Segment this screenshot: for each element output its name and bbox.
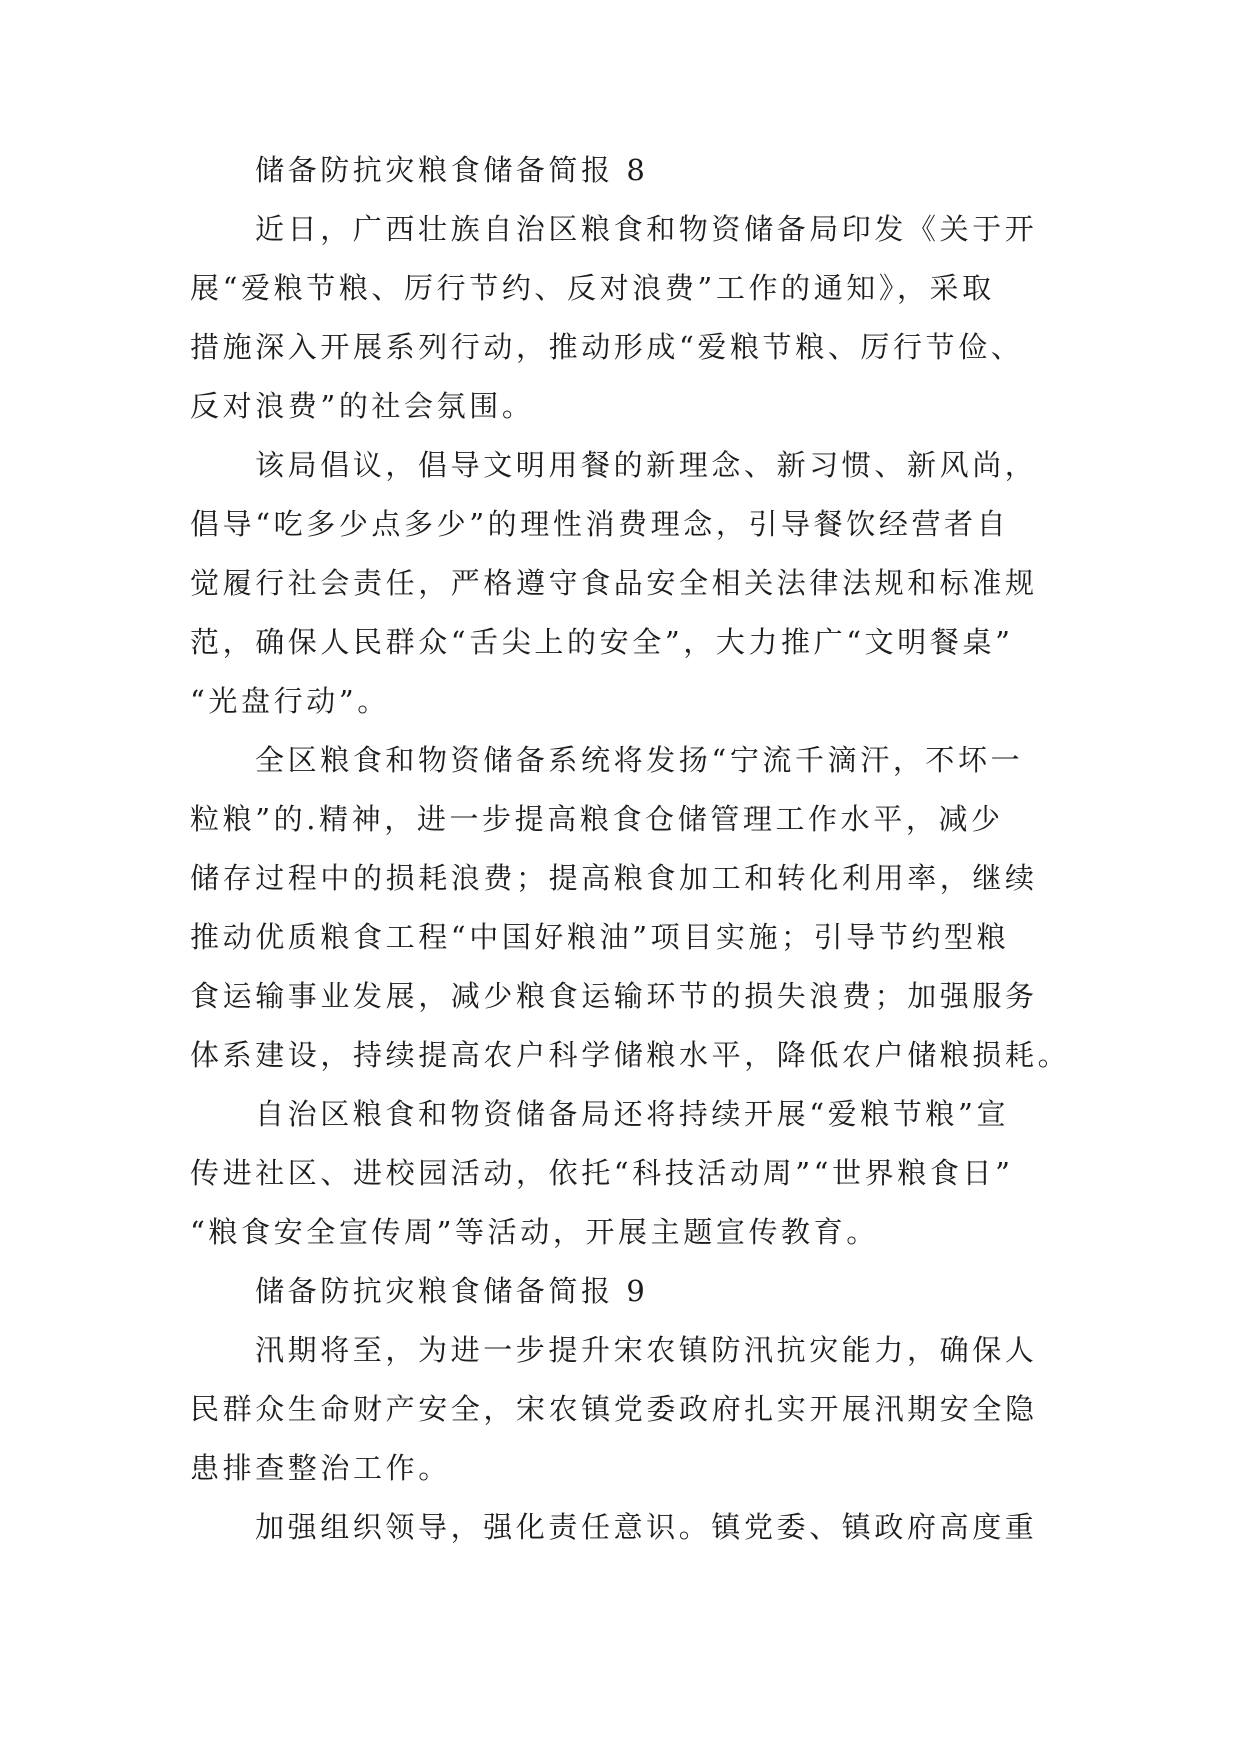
section-heading-9: 储备防抗灾粮食储备简报 9 [255, 1274, 649, 1308]
text-line: 近日，广西壮族自治区粮食和物资储备局印发《关于开 [255, 212, 1038, 246]
text-line: 自治区粮食和物资储备局还将持续开展“爱粮节粮”宣 [255, 1097, 1010, 1131]
text-line: 加强组织领导，强化责任意识。镇党委、镇政府高度重 [255, 1510, 1038, 1544]
text-line: 展“爱粮节粮、厉行节约、反对浪费”工作的通知》，采取 [190, 271, 995, 305]
text-line: 体系建设，持续提高农户科学储粮水平，降低农户储粮损耗。 [190, 1038, 1071, 1072]
text-line: 反对浪费”的社会氛围。 [190, 389, 535, 423]
text-line: 传进社区、进校园活动，依托“科技活动周”“世界粮食日” [190, 1156, 1014, 1190]
text-line: “粮食安全宣传周”等活动，开展主题宣传教育。 [190, 1215, 879, 1249]
text-line: 措施深入开展系列行动，推动形成“爱粮节粮、厉行节俭、 [190, 330, 1024, 364]
text-line: 民群众生命财产安全，宋农镇党委政府扎实开展汛期安全隐 [190, 1392, 1038, 1426]
text-line: “光盘行动”。 [190, 684, 390, 718]
text-line: 汛期将至，为进一步提升宋农镇防汛抗灾能力，确保人 [255, 1333, 1038, 1367]
text-line: 食运输事业发展，减少粮食运输环节的损失浪费；加强服务 [190, 979, 1038, 1013]
text-line: 范，确保人民群众“舌尖上的安全”，大力推广“文明餐桌” [190, 625, 1014, 659]
text-line: 粒粮”的.精神，进一步提高粮食仓储管理工作水平，减少 [190, 802, 1004, 836]
text-line: 该局倡议，倡导文明用餐的新理念、新习惯、新风尚， [255, 448, 1038, 482]
text-line: 推动优质粮食工程“中国好粮油”项目实施；引导节约型粮 [190, 920, 1010, 954]
section-heading-8: 储备防抗灾粮食储备简报 8 [255, 153, 649, 187]
text-line: 觉履行社会责任，严格遵守食品安全相关法律法规和标准规 [190, 566, 1038, 600]
text-line: 储存过程中的损耗浪费；提高粮食加工和转化利用率，继续 [190, 861, 1038, 895]
text-line: 倡导“吃多少点多少”的理性消费理念，引导餐饮经营者自 [190, 507, 1010, 541]
text-line: 全区粮食和物资储备系统将发扬“宁流千滴汗，不坏一 [255, 743, 1024, 777]
text-line: 患排查整治工作。 [190, 1451, 451, 1485]
